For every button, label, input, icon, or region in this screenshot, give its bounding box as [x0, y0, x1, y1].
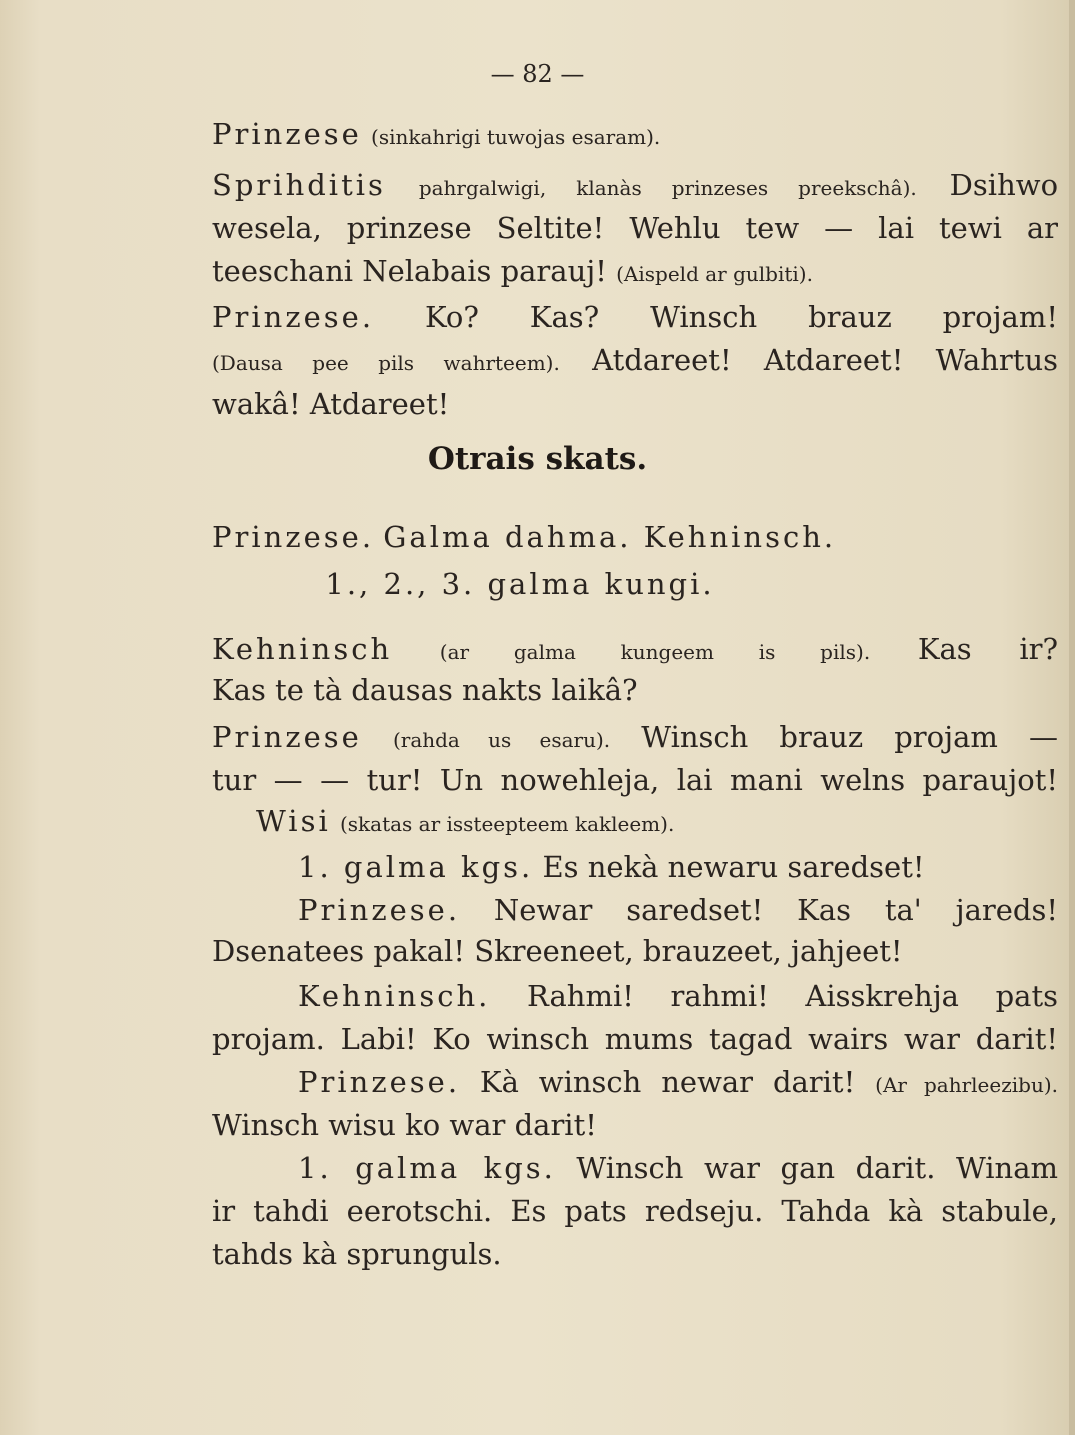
dialogue-text: Kas ir? — [917, 632, 1058, 666]
speaker-name: Prinzese. — [298, 1065, 461, 1099]
dialogue-text: Atdareet! Atdareet! Wahrtus — [592, 343, 1058, 377]
speaker-name: Kehninsch — [212, 632, 393, 666]
text-line — [298, 1146, 1058, 1190]
cast-list: Galma dahma. Kehninsch. — [383, 520, 837, 554]
text-line — [212, 382, 1058, 426]
text-line — [212, 206, 1058, 250]
dialogue-text: wesela, prinzese Seltite! Wehlu tew — lai tewi ar — [212, 211, 1058, 245]
text-line — [212, 338, 1058, 382]
text-line — [298, 1060, 1058, 1104]
text-line — [212, 112, 1058, 156]
speaker-name: Prinzese. — [212, 520, 375, 554]
text-line — [212, 1232, 1058, 1276]
text-line — [212, 627, 1058, 671]
text-line — [298, 845, 1058, 889]
dialogue-text: Winsch wisu ko war darit! — [212, 1108, 597, 1142]
cast-line — [212, 515, 1058, 559]
speaker-name: 1. galma kgs. — [298, 1151, 556, 1185]
text-line — [298, 974, 1058, 1018]
page-number: — 82 — — [490, 60, 585, 88]
text-line — [212, 1189, 1058, 1233]
stage-direction: (Ar pahrleezibu). — [875, 1073, 1058, 1097]
stage-direction: (ar galma kungeem is pils). — [439, 640, 871, 664]
dialogue-text: Kà winsch newar darit! — [479, 1065, 856, 1099]
dialogue-text: Kas te tà dausas nakts laikâ? — [212, 673, 638, 707]
dialogue-text: Winsch brauz projam — — [641, 720, 1058, 754]
dialogue-text: Newar saredset! Kas ta' jareds! — [493, 893, 1058, 927]
text-line — [212, 668, 1058, 712]
stage-direction: pahrgalwigi, klanàs prinzeses preekschâ). — [418, 176, 917, 200]
cast-list: 1., 2., 3. galma kungi. — [325, 567, 715, 601]
text-line — [212, 249, 1058, 293]
speaker-name: Wisi — [256, 804, 331, 838]
text-line — [212, 929, 1058, 973]
text-line — [256, 799, 1058, 843]
dialogue-text: Ko? Kas? Winsch brauz projam! — [424, 300, 1058, 334]
speaker-name: Sprihditis — [212, 168, 386, 202]
speaker-name: Prinzese. — [298, 893, 461, 927]
text-line — [212, 758, 1058, 802]
speaker-name: 1. galma kgs. — [298, 850, 534, 884]
dialogue-text: Es nekà newaru saredset! — [542, 850, 925, 884]
speaker-name: Prinzese — [212, 117, 362, 151]
page-edge — [1069, 0, 1075, 1435]
dialogue-text: ir tahdi eerotschi. Es pats redseju. Tahda kà stabule, — [212, 1194, 1058, 1228]
stage-direction: (Dausa pee pils wahrteem). — [212, 351, 560, 375]
stage-direction: (Aispeld ar gulbiti). — [616, 262, 813, 286]
text-line — [212, 1103, 1058, 1147]
text-line — [212, 163, 1058, 207]
scene-heading: Otrais skats. — [427, 441, 648, 477]
cast-line — [200, 562, 1046, 606]
text-line — [212, 295, 1058, 339]
text-line — [212, 715, 1058, 759]
stage-direction: (skatas ar issteepteem kakleem). — [339, 812, 675, 836]
text-line — [298, 888, 1058, 932]
stage-direction: (rahda us esaru). — [392, 728, 611, 752]
speaker-name: Kehninsch. — [298, 979, 491, 1013]
dialogue-text: tur — — tur! Un nowehleja, lai mani welns paraujot! — [212, 763, 1058, 797]
dialogue-text: wakâ! Atdareet! — [212, 387, 450, 421]
speaker-name: Prinzese. — [212, 300, 375, 334]
dialogue-text: Dsenatees pakal! Skreeneet, brauzeet, jahjeet! — [212, 934, 903, 968]
speaker-name: Prinzese — [212, 720, 362, 754]
dialogue-text: Winsch war gan darit. Winam — [576, 1151, 1058, 1185]
stage-direction: (sinkahrigi tuwojas esaram). — [371, 125, 661, 149]
dialogue-text: tahds kà sprunguls. — [212, 1237, 502, 1271]
text-line — [212, 1017, 1058, 1061]
dialogue-text: projam. Labi! Ko winsch mums tagad wairs war darit! — [212, 1022, 1058, 1056]
dialogue-text: teeschani Nelabais parauj! — [212, 254, 607, 288]
dialogue-text: Dsihwo — [949, 168, 1058, 202]
dialogue-text: Rahmi! rahmi! Aisskrehja pats — [527, 979, 1058, 1013]
